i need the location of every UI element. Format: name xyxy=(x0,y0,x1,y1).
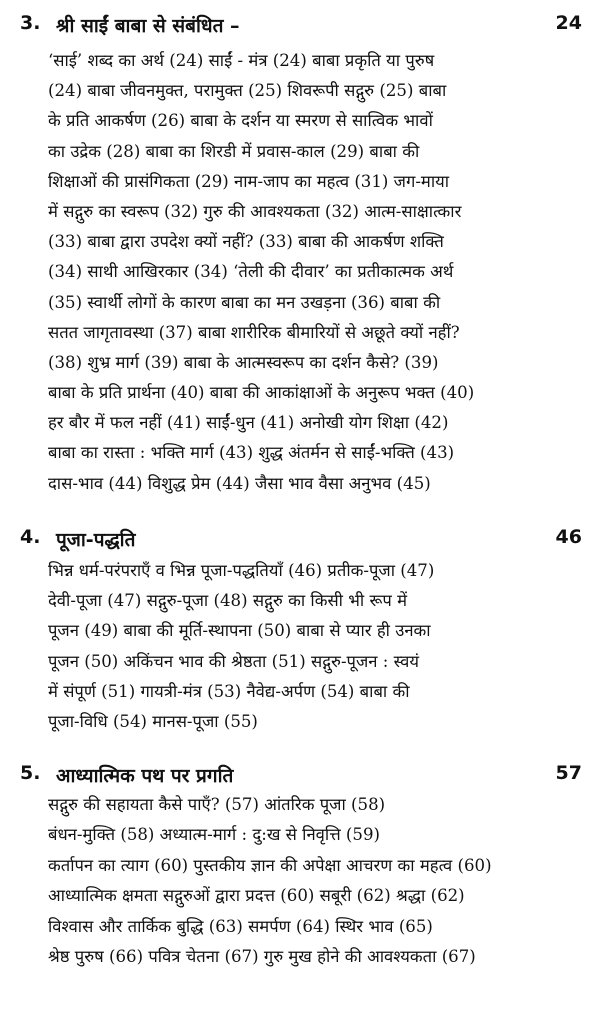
chapter-5-topics xyxy=(48,790,593,972)
topic-line: बंधन-मुक्ति (58) अध्यात्म-मार्ग : दु:ख से निवृत्ति (59) xyxy=(48,825,380,845)
topic-line: ‘साई’ शब्द का अर्थ (24) साईं - मंत्र (24) बाबा प्रकृति या पुरुष xyxy=(48,51,435,70)
chapter-number: 4. xyxy=(20,526,41,548)
topic-line: श्रेष्ठ पुरुष (66) पवित्र चेतना (67) गुरु मुख होने की आवश्यकता (67) xyxy=(48,946,476,966)
chapter-3-topics xyxy=(48,46,593,499)
topic-line: में संपूर्ण (51) गायत्री-मंत्र (53) नैवेद्य-अर्पण (54) बाबा की xyxy=(48,681,410,701)
chapter-page-number: 24 xyxy=(555,12,582,34)
chapter-title: श्री साईं बाबा से संबंधित – xyxy=(56,15,240,37)
topic-line: शिक्षाओं की प्रासंगिकता (29) नाम-जाप का महत्व (31) जग-माया xyxy=(48,171,450,191)
topic-line: बाबा का रास्ता : भक्ति मार्ग (43) शुद्ध अंतर्मन से साईं-भक्ति (43) xyxy=(48,443,455,463)
topic-line: सतत जागृतावस्था (37) बाबा शारीरिक बीमारियों से अछूते क्यों नहीं? xyxy=(48,322,460,342)
topic-line: (34) साथी आखिरकार (34) ‘तेली की दीवार’ का प्रतीकात्मक अर्थ xyxy=(48,262,454,282)
topic-line: (38) शुभ्र मार्ग (39) बाबा के आत्मस्वरूप का दर्शन कैसे? (39) xyxy=(48,352,439,372)
topic-line: हर बौर में फल नहीं (41) साईं-धुन (41) अनोखी योग शिक्षा (42) xyxy=(48,413,449,433)
topic-line: का उद्रेक (28) बाबा का शिरडी में प्रवास-काल (29) बाबा की xyxy=(48,141,420,161)
topic-line: देवी-पूजा (47) सद्गुरु-पूजा (48) सद्गुरु का किसी भी रूप में xyxy=(48,591,407,611)
topic-line: भिन्न धर्म-परंपराएँ व भिन्न पूजा-पद्धतियाँ (46) प्रतीक-पूजा (47) xyxy=(48,561,435,580)
chapter-5-heading xyxy=(0,756,600,792)
topic-line: में सद्गुरु का स्वरूप (32) गुरु की आवश्यकता (32) आत्म-साक्षात्कार xyxy=(48,201,462,221)
chapter-title: आध्यात्मिक पथ पर प्रगति xyxy=(56,765,234,787)
topic-line: कर्तापन का त्याग (60) पुस्तकीय ज्ञान की अपेक्षा आचरण का महत्व (60) xyxy=(48,855,492,875)
topic-line: दास-भाव (44) विशुद्ध प्रेम (44) जैसा भाव वैसा अनुभव (45) xyxy=(48,473,431,493)
topic-line: पूजन (50) अकिंचन भाव की श्रेष्ठता (51) सद्गुरु-पूजन : स्वयं xyxy=(48,651,419,671)
chapter-4-topics xyxy=(48,556,593,737)
topic-line: सद्गुरु की सहायता कैसे पाएँ? (57) आंतरिक पूजा (58) xyxy=(48,795,386,814)
chapter-number: 3. xyxy=(20,12,41,34)
chapter-page-number: 46 xyxy=(555,526,582,548)
chapter-page-number: 57 xyxy=(555,762,582,784)
topic-line: (24) बाबा जीवनमुक्त, परामुक्त (25) शिवरूपी सद्गुरु (25) बाबा xyxy=(48,81,447,101)
topic-line: आध्यात्मिक क्षमता सद्गुरुओं द्वारा प्रदत्त (60) सबूरी (62) श्रद्धा (62) xyxy=(48,886,465,906)
topic-line: (33) बाबा द्वारा उपदेश क्यों नहीं? (33) बाबा की आकर्षण शक्ति xyxy=(48,232,444,252)
chapter-4-heading xyxy=(0,520,600,556)
topic-line: के प्रति आकर्षण (26) बाबा के दर्शन या स्मरण से सात्विक भावों xyxy=(48,111,433,131)
chapter-title: पूजा-पद्धति xyxy=(56,529,136,551)
topic-line: पूजन (49) बाबा की मूर्ति-स्थापना (50) बाबा से प्यार ही उनका xyxy=(48,621,431,641)
chapter-3-heading xyxy=(0,6,600,42)
topic-line: बाबा के प्रति प्रार्थना (40) बाबा की आकांक्षाओं के अनुरूप भक्त (40) xyxy=(48,383,475,403)
topic-line: पूजा-विधि (54) मानस-पूजा (55) xyxy=(48,711,258,731)
topic-line: विश्वास और तार्किक बुद्धि (63) समर्पण (64) स्थिर भाव (65) xyxy=(48,916,433,936)
chapter-number: 5. xyxy=(20,762,41,784)
topic-line: (35) स्वार्थी लोगों के कारण बाबा का मन उखड़ना (36) बाबा की xyxy=(48,292,441,312)
